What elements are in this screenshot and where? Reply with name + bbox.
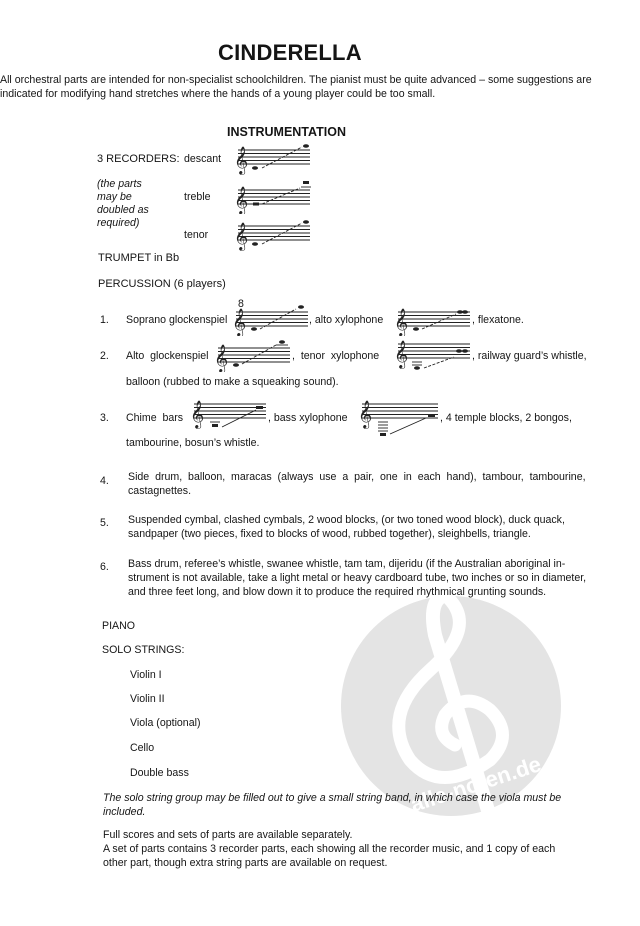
treble-clef-icon: 𝄞 xyxy=(234,147,249,174)
footer-line-1: Full scores and sets of parts are available separately. xyxy=(103,829,353,841)
treble-clef-icon: 𝄞 xyxy=(394,341,409,368)
string-note-line-2: included. xyxy=(103,806,146,818)
music-staff-treble xyxy=(232,178,312,214)
recorders-note-line-1: (the parts xyxy=(97,178,142,190)
string-item-viola: Viola (optional) xyxy=(130,717,201,729)
string-item-violin-1: Violin I xyxy=(130,669,162,681)
treble-clef-icon: 𝄞 xyxy=(234,187,249,214)
alto-glockenspiel: Alto glockenspiel xyxy=(126,350,209,362)
chime-bars: Chime bars xyxy=(126,412,184,424)
treble-clef-icon: 𝄞 xyxy=(214,345,229,372)
trumpet-label: TRUMPET in Bb xyxy=(98,252,180,264)
percussion-item-6-line-2: strument is not available, take a light metal or heavy cardboard tube, two inches or so in diameter, xyxy=(128,572,587,584)
flexatone: , flexatone. xyxy=(472,314,524,326)
recorders-label: 3 RECORDERS: xyxy=(97,153,180,165)
section-heading: INSTRUMENTATION xyxy=(227,125,346,139)
music-staff-soprano-glockenspiel xyxy=(230,302,310,336)
document-title: CINDERELLA xyxy=(218,40,362,65)
soprano-glockenspiel: Soprano glockenspiel xyxy=(126,314,228,326)
treble-clef-icon: 𝄞 xyxy=(358,401,373,428)
percussion-item-6-number: 6. xyxy=(100,561,109,573)
percussion-heading: PERCUSSION (6 players) xyxy=(98,278,226,290)
music-staff-tenor xyxy=(232,216,312,252)
watermark-text: alle-noten.de xyxy=(407,751,545,817)
alto-xylophone: , alto xylophone xyxy=(309,314,384,326)
treble-clef-icon: 𝄞 xyxy=(190,401,205,428)
railway-guards-whistle: , railway guard’s whistle, xyxy=(472,350,587,362)
percussion-item-6-line-3: and three feet long, and blow down it to produce the required rhythmical grunting sounds. xyxy=(128,586,547,598)
string-item-double-bass: Double bass xyxy=(130,767,189,779)
percussion-item-5-line-1: Suspended cymbal, clashed cymbals, 2 wood blocks, (or two toned wood block), duck quack, xyxy=(128,514,565,526)
piano-label: PIANO xyxy=(102,620,135,632)
recorders-note-line-3: doubled as xyxy=(97,204,149,216)
percussion-item-1-number: 1. xyxy=(100,314,109,326)
treble-clef-icon: 𝄞 xyxy=(234,223,249,250)
music-staff-chime-bars xyxy=(188,398,268,438)
intro-line-2: indicated for modifying hand stretches where the hands of a young player could be too small. xyxy=(0,88,436,100)
percussion-item-6-line-1: Bass drum, referee’s whistle, swanee whistle, tam tam, dijeridu (if the Australian aboriginal in- xyxy=(128,558,566,570)
bass-xylophone: , bass xylophone xyxy=(268,412,348,424)
footer-line-3: other part, though extra string parts are available on request. xyxy=(103,857,388,869)
percussion-item-2-continued: balloon (rubbed to make a squeaking sound). xyxy=(126,376,339,388)
percussion-item-2-number: 2. xyxy=(100,350,109,362)
temple-blocks-bongos: , 4 temple blocks, 2 bongos, xyxy=(440,412,572,424)
percussion-item-4-line-1: Side drum, balloon, maracas (always use a pair, one in each hand), tambour, tambourine, xyxy=(128,471,586,483)
recorder-type-descant: descant xyxy=(184,153,222,165)
footer-line-2: A set of parts contains 3 recorder parts, each showing all the recorder music, and 1 copy of each xyxy=(103,843,556,855)
percussion-item-3-continued: tambourine, bosun’s whistle. xyxy=(126,437,260,449)
string-item-violin-2: Violin II xyxy=(130,693,165,705)
recorder-type-treble: treble xyxy=(184,191,211,203)
tenor-xylophone: , tenor xylophone xyxy=(292,350,380,362)
music-staff-alto-xylophone xyxy=(392,302,472,336)
string-note-line-1: The solo string group may be filled out to give a small string band, in which case the viola must be xyxy=(103,792,562,804)
music-staff-tenor-xylophone xyxy=(392,338,472,376)
treble-clef-icon: 𝄞 xyxy=(232,309,247,336)
string-item-cello: Cello xyxy=(130,742,155,754)
music-staff-bass-xylophone xyxy=(356,398,440,442)
music-staff-descant xyxy=(232,140,312,176)
intro-line-1: All orchestral parts are intended for non-specialist schoolchildren. The pianist must be quite advanced – some suggestions are xyxy=(0,74,592,86)
treble-clef-icon: 𝄞 xyxy=(394,309,409,336)
percussion-item-5-line-2: sandpaper (two pieces, fixed to blocks of wood, rubbed together), sleighbells, triangle. xyxy=(128,528,531,540)
strings-heading: SOLO STRINGS: xyxy=(102,644,185,656)
percussion-item-3-number: 3. xyxy=(100,412,109,424)
music-staff-alto-glockenspiel xyxy=(212,338,292,372)
octave-mark: 8 xyxy=(238,298,244,310)
recorder-type-tenor: tenor xyxy=(184,229,209,241)
recorders-note-line-2: may be xyxy=(97,191,132,203)
percussion-item-4-line-2: castagnettes. xyxy=(128,485,192,497)
percussion-item-5-number: 5. xyxy=(100,517,109,529)
percussion-item-4-number: 4. xyxy=(100,475,109,487)
watermark-logo xyxy=(340,595,562,817)
recorders-note-line-4: required) xyxy=(97,217,140,229)
